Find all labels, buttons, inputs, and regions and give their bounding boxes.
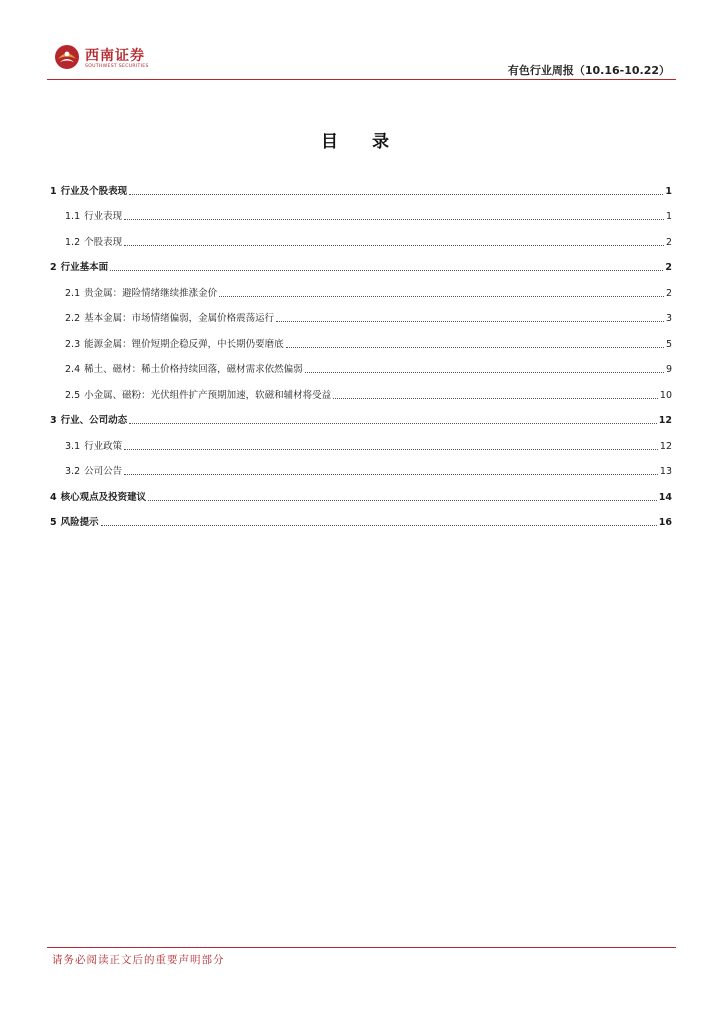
toc-entry-title: 行业及个股表现 [60,185,128,197]
toc-dot-leader [305,371,664,373]
toc-dot-leader [286,346,664,348]
toc-entry-title: 行业表现 [84,211,123,222]
toc-dot-leader [148,499,657,501]
toc-entry[interactable] [50,274,672,300]
toc-dot-leader [219,295,664,297]
toc-entry-title: 行业政策 [84,440,123,452]
toc-entry-title: 贵金属：避险情绪继续推涨金价 [84,287,218,299]
toc-entry-number: 4 [50,491,57,503]
toc-entry-title: 公司公告 [84,466,123,477]
toc-entry-title: 行业、公司动态 [60,415,128,426]
toc-entry-number: 1 [50,185,57,197]
toc-entry-page: 1 [665,211,672,222]
toc-dot-leader [124,218,664,220]
toc-entry-page: 10 [659,389,672,401]
toc-dot-leader [124,473,658,475]
toc-entry-page: 2 [665,287,672,299]
toc-entry-title: 小金属、磁粉：光伏组件扩产预期加速，软磁和辅材将受益 [84,389,332,401]
toc-entry[interactable] [50,427,672,453]
toc-entry-number: 2.3 [65,338,81,350]
toc-entry[interactable] [50,300,672,326]
toc-entry-page: 12 [659,440,672,452]
toc-entry[interactable] [50,504,672,530]
toc-heading: 目 录 [321,132,403,152]
toc-entry-page: 3 [665,313,672,324]
toc-entry-number: 2.1 [65,287,81,299]
toc-entry-title: 核心观点及投资建议 [60,491,147,503]
toc-entry-number: 2.2 [65,313,81,324]
toc-entry[interactable] [50,325,672,351]
toc-entry-number: 1.1 [65,211,81,222]
toc-dot-leader [124,244,664,246]
toc-entry[interactable] [50,249,672,275]
toc-entry-title: 能源金属：锂价短期企稳反弹，中长期仍要磨底 [84,338,284,350]
toc-entry[interactable] [50,172,672,198]
toc-entry-page: 13 [659,466,672,477]
toc-entry[interactable] [50,223,672,249]
toc-entry-page: 9 [665,364,672,375]
report-title: 有色行业周报（10.16-10.22） [507,64,670,77]
toc-entry-number: 3 [50,415,57,426]
table-of-contents [50,172,672,529]
toc-entry-title: 个股表现 [84,236,123,248]
toc-entry[interactable] [50,453,672,479]
toc-entry-number: 3.2 [65,466,81,477]
toc-entry-number: 2.5 [65,389,81,401]
toc-dot-leader [101,524,657,526]
footer-divider [47,947,676,948]
disclaimer-note: 请务必阅读正文后的重要声明部分 [52,954,225,966]
toc-entry-number: 2.4 [65,364,81,375]
logo-english-name: SOUTHWEST SECURITIES [85,64,149,69]
toc-entry-page: 1 [665,185,672,197]
toc-entry-number: 1.2 [65,236,81,248]
toc-entry[interactable] [50,478,672,504]
toc-entry-number: 5 [50,517,57,528]
toc-entry-page: 2 [665,236,672,248]
toc-entry-title: 稀土、磁材：稀土价格持续回落，磁材需求依然偏弱 [84,364,303,375]
toc-dot-leader [333,397,658,399]
toc-entry[interactable] [50,376,672,402]
toc-entry-page: 2 [665,262,672,273]
toc-entry-title: 行业基本面 [60,262,109,273]
toc-entry[interactable] [50,402,672,428]
toc-entry-page: 12 [658,415,672,426]
toc-entry-title: 基本金属：市场情绪偏弱，金属价格震荡运行 [84,313,275,324]
toc-dot-leader [129,193,663,195]
toc-entry-number: 2 [50,262,57,273]
toc-entry-title: 风险提示 [60,517,99,528]
toc-entry[interactable] [50,351,672,377]
toc-dot-leader [276,320,664,322]
header-divider [47,79,676,80]
toc-dot-leader [129,422,657,424]
logo-chinese-name: 西南证券 [85,48,145,64]
toc-entry[interactable] [50,198,672,224]
company-logo [54,44,194,76]
toc-entry-page: 5 [665,338,672,350]
toc-entry-page: 14 [658,491,672,503]
toc-dot-leader [110,269,663,271]
toc-entry-page: 16 [658,517,672,528]
page-header [0,0,724,82]
toc-dot-leader [124,448,658,450]
toc-entry-number: 3.1 [65,440,81,452]
logo-emblem-icon [54,44,80,70]
